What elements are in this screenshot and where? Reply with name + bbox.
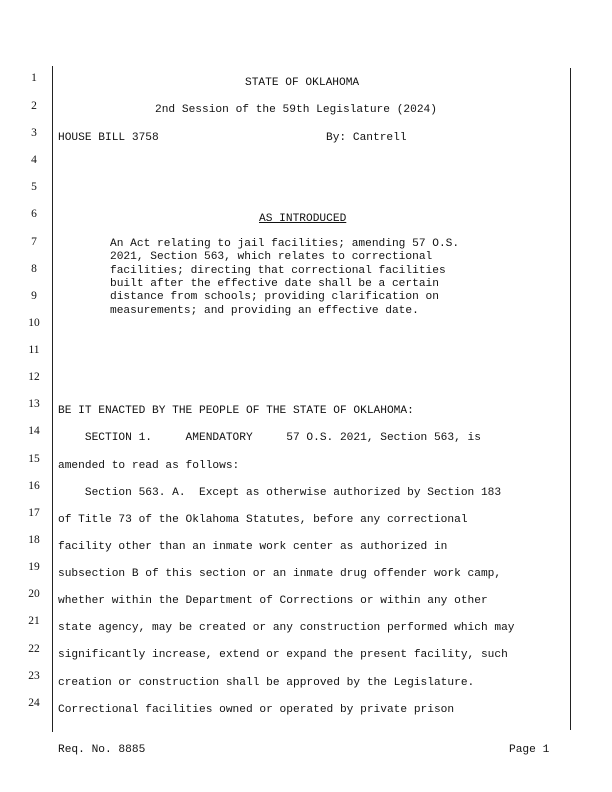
summary-line: An Act relating to jail facilities; amending 57 O.S.	[110, 238, 460, 250]
line-number: 12	[28, 371, 40, 383]
right-margin-rule	[570, 68, 571, 730]
line-number: 2	[31, 100, 37, 112]
body-line: facility other than an inmate work center as authorized in	[58, 541, 448, 553]
summary-line: built after the effective date shall be a certain	[110, 277, 439, 290]
left-margin-rule	[52, 66, 53, 732]
session-heading: 2nd Session of the 59th Legislature (2024)	[155, 104, 437, 116]
summary-line: distance from schools; providing clarification on	[110, 291, 439, 304]
body-line: of Title 73 of the Oklahoma Statutes, before any correctional	[58, 514, 468, 526]
body-line: BE IT ENACTED BY THE PEOPLE OF THE STATE OF OKLAHOMA:	[58, 405, 414, 417]
body-line: state agency, may be created or any construction performed which may	[58, 622, 515, 634]
line-number: 19	[28, 561, 40, 573]
line-number: 16	[28, 480, 40, 492]
bill-author: By: Cantrell	[326, 132, 407, 144]
line-number: 4	[31, 154, 37, 166]
line-number: 14	[28, 425, 40, 437]
introduced-status: AS INTRODUCED	[259, 213, 347, 225]
line-number: 1	[31, 72, 37, 84]
line-number: 8	[31, 263, 37, 275]
line-number: 20	[28, 588, 40, 600]
line-number: 11	[28, 344, 40, 356]
body-line: SECTION 1. AMENDATORY 57 O.S. 2021, Section 563, is	[58, 432, 481, 444]
state-heading: STATE OF OKLAHOMA	[245, 77, 360, 89]
line-number: 3	[31, 127, 37, 139]
body-line: Correctional facilities owned or operated by private prison	[58, 704, 455, 716]
line-number: 17	[28, 507, 40, 519]
line-number: 5	[31, 181, 37, 193]
summary-line: facilities; directing that correctional facilities	[110, 264, 446, 277]
bill-number: HOUSE BILL 3758	[58, 132, 159, 144]
summary-line: 2021, Section 563, which relates to correctional	[110, 251, 433, 264]
page-number: Page 1	[509, 744, 550, 756]
line-number: 23	[28, 670, 40, 682]
line-number: 6	[31, 208, 37, 220]
body-line: creation or construction shall be approved by the Legislature.	[58, 677, 475, 689]
line-number: 7	[31, 236, 37, 248]
line-number: 22	[28, 643, 40, 655]
line-number: 24	[28, 697, 40, 709]
line-number: 15	[28, 453, 40, 465]
body-line: amended to read as follows:	[58, 460, 240, 472]
body-line: subsection B of this section or an inmate drug offender work camp,	[58, 568, 502, 580]
line-number: 10	[28, 317, 40, 329]
body-line: Section 563. A. Except as otherwise authorized by Section 183	[58, 487, 502, 499]
body-line: whether within the Department of Corrections or within any other	[58, 595, 488, 607]
line-number: 13	[28, 398, 40, 410]
line-number: 21	[28, 615, 40, 627]
line-number: 18	[28, 534, 40, 546]
request-number: Req. No. 8885	[58, 744, 146, 756]
body-line: significantly increase, extend or expand the present facility, such	[58, 649, 508, 661]
summary-line: measurements; and providing an effective date.	[110, 304, 419, 317]
line-number: 9	[31, 290, 37, 302]
